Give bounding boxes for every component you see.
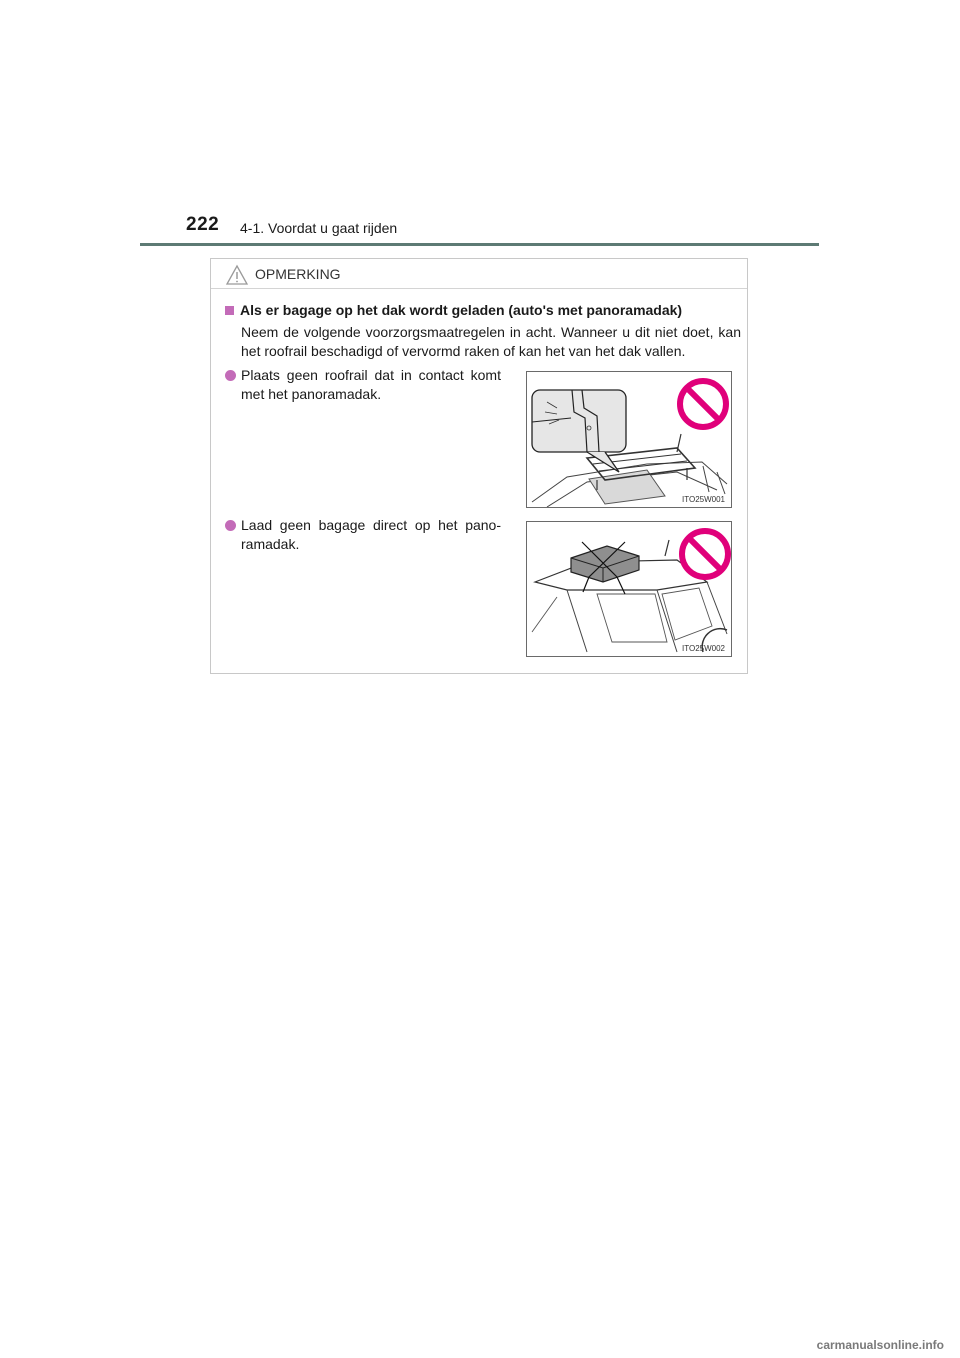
image-code: ITO25W002 <box>682 644 725 653</box>
car-roofrail-icon <box>527 372 731 507</box>
roof-luggage-illustration <box>526 521 732 657</box>
list-item-text: Laad geen bagage direct op het pano-ramadak. <box>241 517 501 552</box>
footer-watermark: carmanualsonline.info <box>816 1338 944 1352</box>
list-item <box>225 366 501 404</box>
round-bullet-icon <box>225 520 236 531</box>
list-item-text: Plaats geen roofrail dat in contact komt met het panoramadak. <box>241 367 501 402</box>
notice-box <box>210 258 748 674</box>
notice-header <box>211 259 747 289</box>
section-heading <box>225 302 682 318</box>
roofrail-contact-illustration <box>526 371 732 508</box>
image-code: ITO25W001 <box>682 495 725 504</box>
car-luggage-icon <box>527 522 731 656</box>
header-rule <box>140 243 819 246</box>
warning-triangle-icon <box>225 264 249 286</box>
square-bullet-icon <box>225 306 234 315</box>
section-body: Neem de volgende voorzorgsmaatregelen in acht. Wanneer u dit niet doet, kan het roofrail beschadigd of vervormd raken of kan het van het dak vallen. <box>241 324 741 359</box>
notice-label: OPMERKING <box>255 266 341 282</box>
section-heading-text: Als er bagage op het dak wordt geladen (auto's met panoramadak) <box>240 302 683 318</box>
page-number: 222 <box>186 214 220 235</box>
list-item <box>225 516 501 554</box>
chapter-title: 4-1. Voordat u gaat rijden <box>240 220 398 236</box>
round-bullet-icon <box>225 370 236 381</box>
